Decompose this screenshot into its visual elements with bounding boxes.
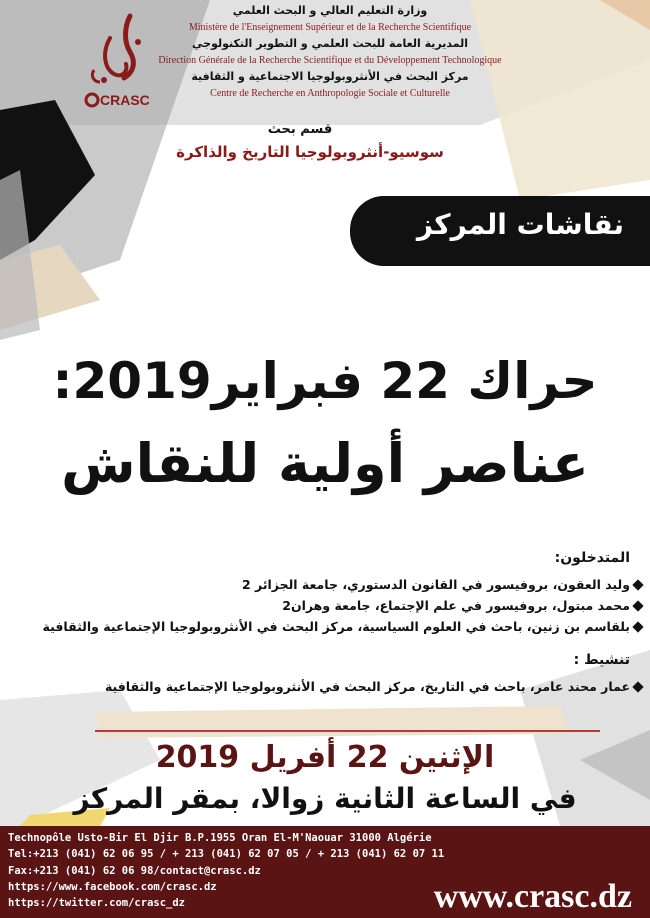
banner-text: نقاشات المركز [416, 208, 624, 241]
ministry-ar: وزارة التعليم العالي و البحث العلمي [232, 4, 428, 17]
bullet-icon [632, 579, 643, 590]
moderation-label: تنشيط : [573, 652, 630, 668]
department-label: قسم بحث [267, 122, 333, 137]
bullet-icon [632, 600, 643, 611]
directorate-fr: Direction Générale de la Recherche Scientifique et du Développement Technologique [158, 55, 502, 66]
title-line-2: عناصر أولية للنقاش [61, 432, 589, 495]
list-item [43, 616, 644, 637]
moderation-list [105, 676, 644, 697]
footer-facebook[interactable]: https://www.facebook.com/crasc.dz [8, 881, 217, 893]
speakers-label: المتدخلون: [554, 550, 630, 566]
department-name: سوسيو-أنثروبولوجيا التاريخ والذاكرة [176, 143, 444, 161]
logo-text: CRASC [100, 92, 150, 108]
footer-address: Technopôle Usto-Bir El Djir B.P.1955 Oran El-M'Naouar 31000 Algérie [8, 832, 432, 844]
ministry-fr: Ministère de l'Enseignement Supérieur et de la Recherche Scientifique [188, 22, 472, 33]
footer-twitter[interactable]: https://twitter.com/crasc_dz [8, 897, 186, 909]
event-time-place: في الساعة الثانية زوالا، بمقر المركز [73, 782, 577, 815]
speakers-list [43, 574, 644, 637]
speaker-text: بلقاسم بن زنين، باحث في العلوم السياسية، مركز البحث في الأنثروبولوجيا الإجتماعية والثقافية [42, 619, 630, 634]
bullet-icon [632, 681, 643, 692]
center-ar: مركز البحث في الأنثروبولوجيا الاجتماعية و الثقافية [191, 70, 469, 83]
list-item [43, 595, 644, 616]
center-fr: Centre de Recherche en Anthropologie Sociale et Culturelle [210, 88, 450, 99]
directorate-ar: المديرية العامة للبحث العلمي و التطوير التكنولوجي [192, 37, 468, 50]
event-date: الإثنين 22 أفريل 2019 [155, 740, 495, 775]
moderator-text: عمار محند عامر، باحث في التاريخ، مركز البحث في الأنثروبولوجيا الإجتماعية والثقافية [104, 679, 630, 694]
footer-website[interactable]: www.crasc.dz [433, 878, 632, 915]
speaker-text: محمد مبتول، بروفيسور في علم الإجتماع، جامعة وهران2 [282, 598, 630, 613]
footer-fax: Fax:+213 (041) 62 06 98/contact@crasc.dz [8, 865, 261, 877]
bullet-icon [632, 621, 643, 632]
banner [350, 196, 650, 266]
footer-tel: Tel:+213 (041) 62 06 95 / + 213 (041) 62 07 05 / + 213 (041) 62 07 11 [8, 848, 445, 860]
list-item [43, 574, 644, 595]
list-item [105, 676, 644, 697]
title-line-1: حراك 22 فبراير2019: [52, 352, 598, 410]
speaker-text: وليد العقون، بروفيسور في القانون الدستوري، جامعة الجزائر 2 [242, 577, 630, 592]
footer [0, 826, 650, 918]
